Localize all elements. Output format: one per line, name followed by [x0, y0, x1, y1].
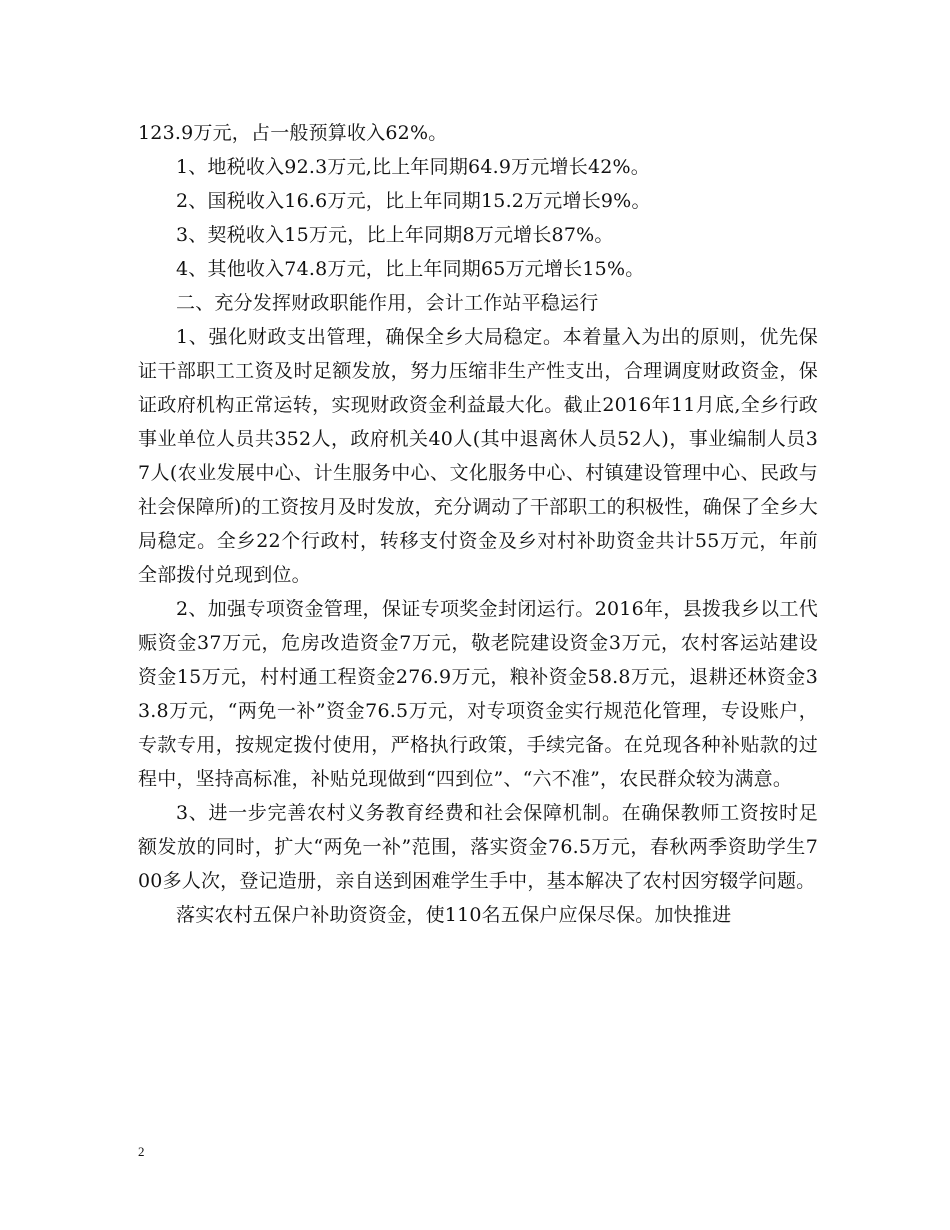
- section-heading: 二、充分发挥财政职能作用，会计工作站平稳运行: [176, 292, 599, 314]
- national-tax-item: 2、国税收入16.6万元，比上年同期15.2万元增长9%。: [176, 190, 651, 212]
- five-guarantees-paragraph: 落实农村五保户补助资资金，使110名五保户应保尽保。加快推进: [176, 904, 732, 926]
- special-funds-paragraph: 2、加强专项资金管理，保证专项奖金封闭运行。2016年，县拨我乡以工代赈资金37万元，危房改造资金7万元，敬老院建设资金3万元，农村客运站建设资金15万元，村村通工程资金276.9万元，粮补资金58.8万元，退耕还林资金33.8万元，“两免一补”资金76.5万元，对专项资金实行规范化管理，专设账户，专款专用，按规定拨付使用，严格执行政策，手续完备。在兑现各种补贴款的过程中，坚持高标准，补贴兑现做到“四到位”、“六不准”，农民群众较为满意。: [138, 598, 818, 790]
- deed-tax-item: 3、契税收入15万元，比上年同期8万元增长87%。: [176, 224, 614, 246]
- continued-paragraph: 123.9万元，占一般预算收入62%。: [138, 122, 448, 144]
- local-tax-item: 1、地税收入92.3万元,比上年同期64.9万元增长42%。: [176, 156, 650, 178]
- fiscal-expenditure-paragraph: 1、强化财政支出管理，确保全乡大局稳定。本着量入为出的原则，优先保证干部职工工资及时足额发放，努力压缩非生产性支出，合理调度财政资金，保证政府机构正常运转，实现财政资金利益最大化。截止2016年11月底,全乡行政事业单位人员共352人，政府机关40人(其中退离休人员52人)，事业编制人员37人(农业发展中心、计生服务中心、文化服务中心、村镇建设管理中心、民政与社会保障所)的工资按月及时发放，充分调动了干部职工的积极性，确保了全乡大局稳定。全乡22个行政村，转移支付资金及乡对村补助资金共计55万元，年前全部拨付兑现到位。: [138, 326, 818, 586]
- page-number: 2: [138, 1144, 145, 1159]
- document-body: [138, 116, 818, 932]
- other-income-item: 4、其他收入74.8万元，比上年同期65万元增长15%。: [176, 258, 645, 280]
- education-funding-paragraph: 3、进一步完善农村义务教育经费和社会保障机制。在确保教师工资按时足额发放的同时，扩大“两免一补”范围，落实资金76.5万元，春秋两季资助学生700多人次，登记造册，亲自送到困难学生手中，基本解决了农村因穷辍学问题。: [138, 802, 818, 892]
